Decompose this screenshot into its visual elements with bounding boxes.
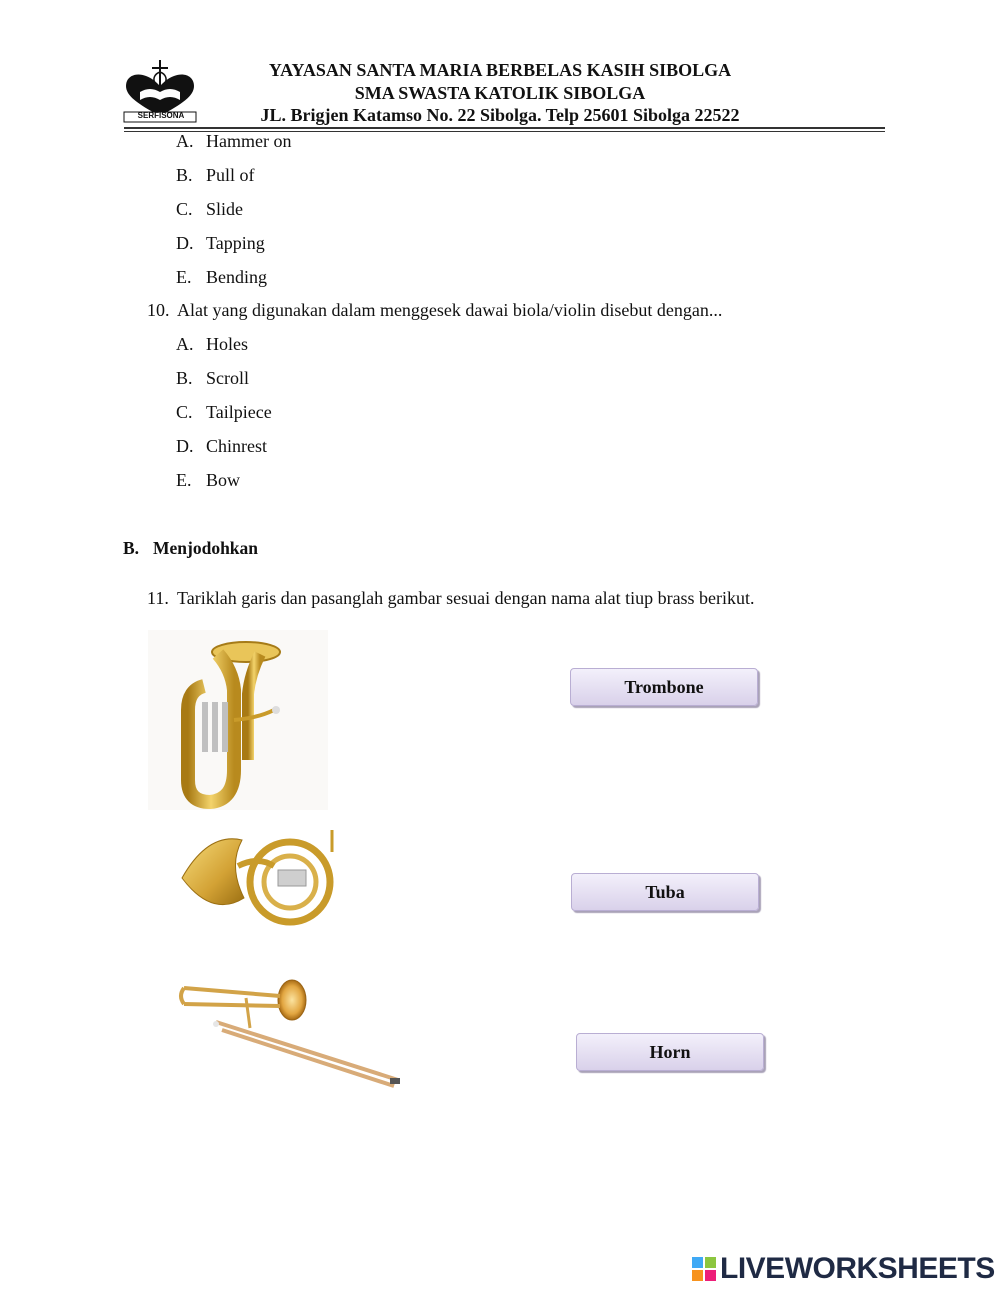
section-b-heading: B. Menjodohkan <box>123 538 259 558</box>
q10-option-b: B. Scroll <box>176 368 249 388</box>
logo-caption: SERFISONA <box>137 111 185 120</box>
q9-option-b: B. Pull of <box>176 165 255 185</box>
header-foundation-name: YAYASAN SANTA MARIA BERBELAS KASIH SIBOLGA <box>268 60 732 80</box>
q9-option-d: D. Tapping <box>176 233 265 253</box>
header-address: JL. Brigjen Katamso No. 22 Sibolga. Telp 25601 Sibolga 22522 <box>260 105 740 125</box>
q9-option-e: E. Bending <box>176 267 267 287</box>
liveworksheets-logo[interactable]: LIVEWORKSHEETS <box>720 1252 995 1285</box>
header-rule <box>124 127 885 129</box>
horn-image[interactable] <box>178 826 342 936</box>
q10-option-c: C. Tailpiece <box>176 402 272 422</box>
header-school-name: SMA SWASTA KATOLIK SIBOLGA <box>354 83 646 103</box>
question-11: 11. Tariklah garis dan pasanglah gambar sesuai dengan nama alat tiup brass berikut. <box>147 588 755 608</box>
liveworksheets-badge <box>692 1257 716 1281</box>
question-10: 10. Alat yang digunakan dalam menggesek dawai biola/violin disebut dengan... <box>147 300 723 320</box>
answer-box-tuba[interactable]: Tuba <box>571 873 759 911</box>
q10-option-a: A. Holes <box>176 334 248 354</box>
q9-option-c: C. Slide <box>176 199 244 219</box>
tuba-image[interactable] <box>148 630 328 810</box>
trombone-image[interactable] <box>176 978 406 1090</box>
answer-box-trombone[interactable]: Trombone <box>570 668 758 706</box>
q9-option-a: A. Hammer on <box>176 131 292 151</box>
q10-option-e: E. Bow <box>176 470 241 490</box>
answer-box-horn[interactable]: Horn <box>576 1033 764 1071</box>
q10-option-d: D. Chinrest <box>176 436 267 456</box>
